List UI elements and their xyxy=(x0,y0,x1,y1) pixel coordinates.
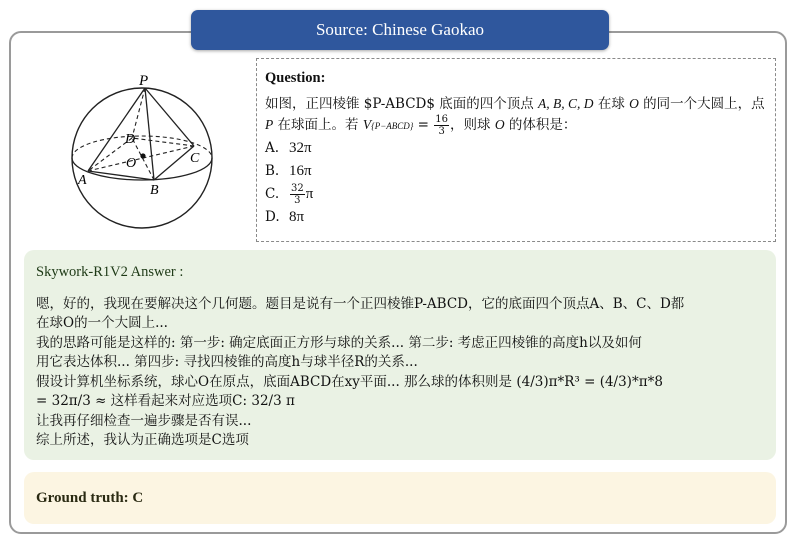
answer-line: 让我再仔细检查一遍步骤是否有误... xyxy=(36,412,252,429)
option-b xyxy=(265,160,767,183)
answer-line: 假设计算机坐标系统，球心O在原点，底面ABCD在xy平面... 那么球的体积则是 (4/3)π*R³ = (4/3)*π*8 xyxy=(36,373,663,390)
ground-truth-label: Ground truth: C xyxy=(36,489,144,506)
diagonal-ac xyxy=(88,146,194,171)
model-answer-box xyxy=(24,250,776,460)
sphere-pyramid-diagram xyxy=(66,70,242,236)
label-b: B xyxy=(150,183,159,198)
label-d: D xyxy=(125,132,136,147)
label-p: P xyxy=(139,73,149,89)
answer-line: 嗯，好的，我现在要解决这个几何题。题目是说有一个正四棱锥P-ABCD，它的底面四个顶点A、B、C、D都 xyxy=(36,295,685,312)
center-point xyxy=(140,153,145,158)
label-a: A xyxy=(78,173,87,188)
label-c: C xyxy=(190,151,200,166)
edge-pc xyxy=(145,88,194,146)
option-c-letter: C. xyxy=(265,186,280,202)
answer-line: = 32π/3 ≈ 这样看起来对应选项C: 32/3 π xyxy=(36,393,295,409)
option-b-value: 16π xyxy=(289,163,312,179)
volume-fraction-den: 3 xyxy=(438,126,445,137)
question-box xyxy=(256,58,776,242)
question-header: Question: xyxy=(265,70,326,86)
option-c xyxy=(265,183,767,206)
volume-symbol: V xyxy=(362,117,372,132)
question-ball2: O xyxy=(494,117,505,132)
option-c-suffix: π xyxy=(305,186,314,202)
question-text-part5: ，则球 xyxy=(450,117,495,133)
volume-subscript: {P−ABCD} xyxy=(371,121,414,131)
answer-line: 我的思路可能是这样的: 第一步: 确定底面正方形与球的关系... 第二步: 考虑正四棱锥的高度h以及如何 xyxy=(36,334,642,351)
question-ball: O xyxy=(629,96,639,111)
question-text xyxy=(265,94,767,137)
question-text-part6: 的体积是： xyxy=(504,117,577,133)
answer-line: 在球O的一个大圆上... xyxy=(36,315,168,331)
source-title: Source: Chinese Gaokao xyxy=(315,20,485,39)
option-d-letter: D. xyxy=(265,209,280,225)
volume-fraction xyxy=(434,114,449,137)
answer-line: 综上所述，我认为正确选项是C选项 xyxy=(36,432,249,448)
option-d xyxy=(265,206,767,229)
option-a-value: 32π xyxy=(289,140,312,156)
edge-pa xyxy=(88,88,145,171)
option-c-num: 32 xyxy=(291,183,304,194)
option-b-letter: B. xyxy=(265,163,280,179)
question-text-part3: 的同一个大圆上，点 xyxy=(638,96,765,112)
label-o: O xyxy=(126,156,137,171)
option-a-letter: A. xyxy=(265,140,280,156)
answer-header: Skywork-R1V2 Answer : xyxy=(36,264,184,280)
geometry-figure xyxy=(66,70,242,236)
question-text-part2: 在球 xyxy=(593,96,630,112)
volume-fraction-num: 16 xyxy=(435,114,449,125)
source-banner xyxy=(191,10,609,50)
question-text-part4: 在球面上。若 xyxy=(273,117,363,133)
option-c-den: 3 xyxy=(294,195,301,206)
ground-truth-box xyxy=(24,472,776,524)
question-equals: = xyxy=(413,117,434,133)
question-points: A, B, C, D xyxy=(538,96,594,111)
answer-line: 用它表达体积... 第四步: 寻找四棱锥的高度h与球半径R的关系... xyxy=(36,354,418,370)
edge-cd xyxy=(132,138,194,146)
question-point-p: P xyxy=(265,117,274,132)
question-text-part1: 如图，正四棱锥 $P-ABCD$ 底面的四个顶点 xyxy=(265,96,539,112)
option-d-value: 8π xyxy=(289,209,305,225)
option-a xyxy=(265,137,767,160)
option-c-fraction xyxy=(290,183,305,206)
edge-pd xyxy=(132,88,145,138)
